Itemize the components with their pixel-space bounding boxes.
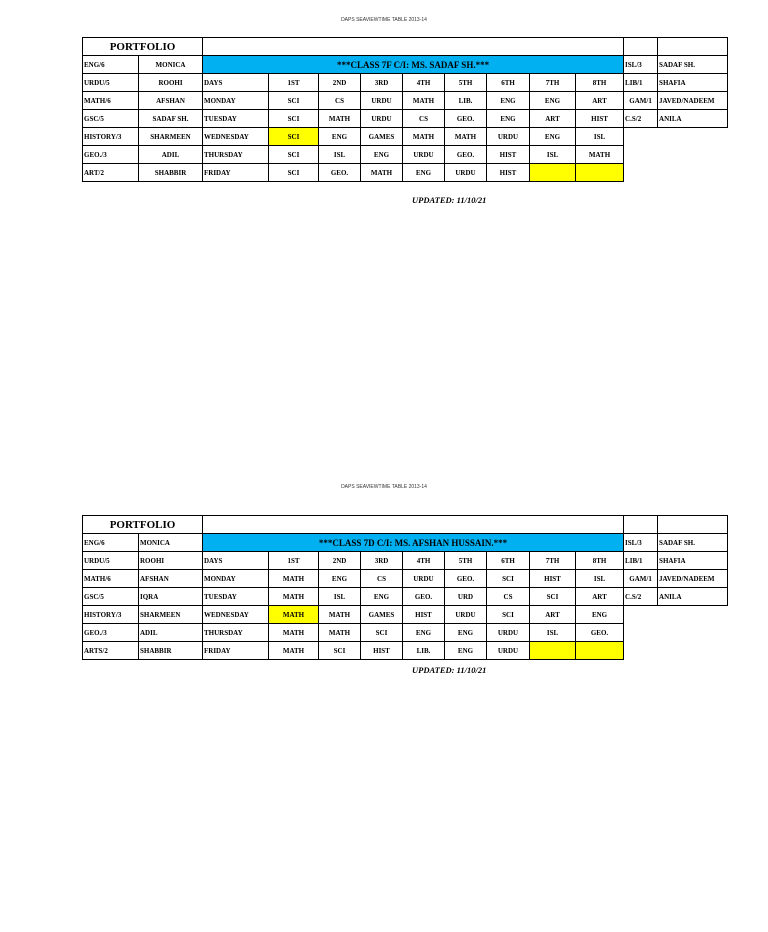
empty-cell bbox=[203, 516, 624, 534]
subject-code: LIB/1 bbox=[624, 552, 658, 570]
subject-code: ARTS/2 bbox=[83, 642, 139, 660]
period-cell: SCI bbox=[269, 146, 319, 164]
period-cell: CS bbox=[403, 110, 445, 128]
period-header: 8TH bbox=[576, 552, 624, 570]
empty-cell bbox=[658, 642, 728, 660]
empty-cell bbox=[658, 516, 728, 534]
teacher-name: JAVED/NADEEM bbox=[658, 570, 728, 588]
subject-code: ENG/6 bbox=[83, 534, 139, 552]
day-name: WEDNESDAY bbox=[203, 128, 269, 146]
subject-code: HISTORY/3 bbox=[83, 606, 139, 624]
timetable-grid bbox=[82, 37, 728, 182]
period-cell: SCI bbox=[319, 642, 361, 660]
period-cell: ENG bbox=[530, 128, 576, 146]
period-header: 2ND bbox=[319, 74, 361, 92]
period-header: 5TH bbox=[445, 74, 487, 92]
table-row bbox=[83, 74, 728, 92]
day-name: THURSDAY bbox=[203, 624, 269, 642]
teacher-name: ADIL bbox=[139, 624, 203, 642]
subject-code: C.S/2 bbox=[624, 110, 658, 128]
teacher-name: SADAF SH. bbox=[658, 56, 728, 74]
period-cell: HIST bbox=[576, 110, 624, 128]
table-row bbox=[83, 534, 728, 552]
empty-cell bbox=[658, 606, 728, 624]
period-cell: MATH bbox=[319, 606, 361, 624]
day-name: FRIDAY bbox=[203, 164, 269, 182]
period-cell: HIST bbox=[403, 606, 445, 624]
teacher-name: MONICA bbox=[139, 534, 203, 552]
period-cell: HIST bbox=[487, 146, 530, 164]
empty-cell bbox=[624, 128, 658, 146]
period-header: 7TH bbox=[530, 74, 576, 92]
period-cell: SCI bbox=[487, 606, 530, 624]
period-cell: ART bbox=[530, 110, 576, 128]
teacher-name: SHARMEEN bbox=[139, 606, 203, 624]
empty-cell bbox=[658, 128, 728, 146]
teacher-name: ANILA bbox=[658, 588, 728, 606]
period-header: 4TH bbox=[403, 74, 445, 92]
period-cell: ART bbox=[530, 606, 576, 624]
subject-code: URDU/5 bbox=[83, 74, 139, 92]
period-cell: ENG bbox=[319, 570, 361, 588]
empty-cell bbox=[658, 146, 728, 164]
subject-code: GAM/1 bbox=[624, 570, 658, 588]
period-header: 3RD bbox=[361, 552, 403, 570]
empty-cell bbox=[624, 146, 658, 164]
empty-cell bbox=[203, 38, 624, 56]
period-cell: GEO. bbox=[445, 110, 487, 128]
period-cell: GAMES bbox=[361, 128, 403, 146]
period-cell: URDU bbox=[403, 570, 445, 588]
period-cell: ENG bbox=[403, 624, 445, 642]
subject-code: GSC/5 bbox=[83, 588, 139, 606]
period-cell: MATH bbox=[269, 588, 319, 606]
days-header: DAYS bbox=[203, 552, 269, 570]
period-cell bbox=[530, 164, 576, 182]
period-cell: GEO. bbox=[319, 164, 361, 182]
document-title: DAPS SEAVIEWTIME TABLE 2013-14 bbox=[341, 484, 427, 490]
table-row bbox=[83, 56, 728, 74]
period-cell: MATH bbox=[269, 642, 319, 660]
period-cell: ISL bbox=[576, 570, 624, 588]
teacher-name: IQRA bbox=[139, 588, 203, 606]
period-header: 3RD bbox=[361, 74, 403, 92]
table-row bbox=[83, 110, 728, 128]
period-cell: ENG bbox=[403, 164, 445, 182]
period-cell: URDU bbox=[445, 164, 487, 182]
period-header: 4TH bbox=[403, 552, 445, 570]
period-header: 2ND bbox=[319, 552, 361, 570]
period-cell: ISL bbox=[530, 624, 576, 642]
timetable-7d bbox=[82, 515, 715, 660]
subject-code: HISTORY/3 bbox=[83, 128, 139, 146]
period-cell: LIB. bbox=[445, 92, 487, 110]
period-cell: ENG bbox=[487, 92, 530, 110]
period-cell: MATH bbox=[269, 606, 319, 624]
period-cell: GEO. bbox=[403, 588, 445, 606]
period-cell: MATH bbox=[269, 570, 319, 588]
period-cell: URDU bbox=[487, 642, 530, 660]
period-cell: GEO. bbox=[445, 146, 487, 164]
period-cell: HIST bbox=[530, 570, 576, 588]
teacher-name: SADAF SH. bbox=[658, 534, 728, 552]
table-row bbox=[83, 588, 728, 606]
subject-code: MATH/6 bbox=[83, 92, 139, 110]
period-cell: URDU bbox=[487, 128, 530, 146]
period-cell: SCI bbox=[269, 92, 319, 110]
teacher-name: SHABBIR bbox=[139, 642, 203, 660]
period-cell: URDU bbox=[445, 606, 487, 624]
empty-cell bbox=[624, 164, 658, 182]
subject-code: GEO./3 bbox=[83, 146, 139, 164]
subject-code: LIB/1 bbox=[624, 74, 658, 92]
table-row bbox=[83, 552, 728, 570]
teacher-name: SADAF SH. bbox=[139, 110, 203, 128]
class-banner: ***CLASS 7F C/I: MS. SADAF SH.*** bbox=[203, 56, 624, 74]
portfolio-label: PORTFOLIO bbox=[83, 38, 203, 56]
teacher-name: AFSHAN bbox=[139, 570, 203, 588]
teacher-name: AFSHAN bbox=[139, 92, 203, 110]
period-cell: URDU bbox=[487, 624, 530, 642]
day-name: MONDAY bbox=[203, 92, 269, 110]
portfolio-row bbox=[83, 516, 728, 534]
subject-code: GSC/5 bbox=[83, 110, 139, 128]
table-row bbox=[83, 624, 728, 642]
period-cell: ENG bbox=[530, 92, 576, 110]
empty-cell bbox=[624, 606, 658, 624]
subject-code: ISL/3 bbox=[624, 534, 658, 552]
teacher-name: ROOHI bbox=[139, 552, 203, 570]
period-cell: SCI bbox=[530, 588, 576, 606]
day-name: THURSDAY bbox=[203, 146, 269, 164]
class-banner: ***CLASS 7D C/I: MS. AFSHAN HUSSAIN.*** bbox=[203, 534, 624, 552]
days-header: DAYS bbox=[203, 74, 269, 92]
period-cell: SCI bbox=[269, 128, 319, 146]
period-cell: ART bbox=[576, 92, 624, 110]
period-cell: LIB. bbox=[403, 642, 445, 660]
timetable-7f bbox=[82, 37, 715, 182]
period-cell: MATH bbox=[403, 92, 445, 110]
period-cell: CS bbox=[361, 570, 403, 588]
subject-code: URDU/5 bbox=[83, 552, 139, 570]
period-cell: SCI bbox=[487, 570, 530, 588]
period-cell: ISL bbox=[530, 146, 576, 164]
period-cell: ENG bbox=[361, 588, 403, 606]
period-cell: ENG bbox=[487, 110, 530, 128]
period-cell: ENG bbox=[576, 606, 624, 624]
period-cell: SCI bbox=[269, 164, 319, 182]
period-cell: URDU bbox=[361, 110, 403, 128]
period-cell bbox=[530, 642, 576, 660]
updated-note: UPDATED: 11/10/21 bbox=[412, 665, 487, 675]
table-row bbox=[83, 570, 728, 588]
empty-cell bbox=[658, 38, 728, 56]
period-cell: ENG bbox=[445, 642, 487, 660]
period-cell: ENG bbox=[361, 146, 403, 164]
period-header: 7TH bbox=[530, 552, 576, 570]
empty-cell bbox=[658, 624, 728, 642]
teacher-name: SHAFIA bbox=[658, 74, 728, 92]
teacher-name: SHABBIR bbox=[139, 164, 203, 182]
period-cell: MATH bbox=[576, 146, 624, 164]
table-row bbox=[83, 128, 728, 146]
teacher-name: ANILA bbox=[658, 110, 728, 128]
period-cell: MATH bbox=[319, 110, 361, 128]
empty-cell bbox=[624, 38, 658, 56]
empty-cell bbox=[624, 516, 658, 534]
period-cell: HIST bbox=[487, 164, 530, 182]
teacher-name: ADIL bbox=[139, 146, 203, 164]
period-cell: ENG bbox=[319, 128, 361, 146]
table-row bbox=[83, 606, 728, 624]
period-header: 6TH bbox=[487, 552, 530, 570]
day-name: FRIDAY bbox=[203, 642, 269, 660]
teacher-name: ROOHI bbox=[139, 74, 203, 92]
teacher-name: JAVED/NADEEM bbox=[658, 92, 728, 110]
day-name: TUESDAY bbox=[203, 110, 269, 128]
teacher-name: SHARMEEN bbox=[139, 128, 203, 146]
subject-code: ISL/3 bbox=[624, 56, 658, 74]
timetable-grid bbox=[82, 515, 728, 660]
period-cell: MATH bbox=[445, 128, 487, 146]
period-header: 8TH bbox=[576, 74, 624, 92]
period-cell: SCI bbox=[269, 110, 319, 128]
period-cell bbox=[576, 642, 624, 660]
subject-code: GAM/1 bbox=[624, 92, 658, 110]
period-cell: MATH bbox=[319, 624, 361, 642]
day-name: MONDAY bbox=[203, 570, 269, 588]
period-cell bbox=[576, 164, 624, 182]
subject-code: ENG/6 bbox=[83, 56, 139, 74]
period-cell: GEO. bbox=[576, 624, 624, 642]
subject-code: ART/2 bbox=[83, 164, 139, 182]
period-header: 1ST bbox=[269, 552, 319, 570]
period-header: 1ST bbox=[269, 74, 319, 92]
portfolio-row bbox=[83, 38, 728, 56]
updated-note: UPDATED: 11/10/21 bbox=[412, 195, 487, 205]
empty-cell bbox=[624, 642, 658, 660]
period-cell: ENG bbox=[445, 624, 487, 642]
period-cell: ISL bbox=[576, 128, 624, 146]
empty-cell bbox=[624, 624, 658, 642]
teacher-name: SHAFIA bbox=[658, 552, 728, 570]
period-cell: URDU bbox=[403, 146, 445, 164]
teacher-name: MONICA bbox=[139, 56, 203, 74]
subject-code: C.S/2 bbox=[624, 588, 658, 606]
period-header: 6TH bbox=[487, 74, 530, 92]
day-name: TUESDAY bbox=[203, 588, 269, 606]
empty-cell bbox=[658, 164, 728, 182]
period-cell: MATH bbox=[403, 128, 445, 146]
period-cell: GAMES bbox=[361, 606, 403, 624]
period-header: 5TH bbox=[445, 552, 487, 570]
table-row bbox=[83, 92, 728, 110]
table-row bbox=[83, 642, 728, 660]
period-cell: ISL bbox=[319, 588, 361, 606]
day-name: WEDNESDAY bbox=[203, 606, 269, 624]
period-cell: URD bbox=[445, 588, 487, 606]
period-cell: HIST bbox=[361, 642, 403, 660]
period-cell: MATH bbox=[269, 624, 319, 642]
period-cell: CS bbox=[487, 588, 530, 606]
period-cell: ISL bbox=[319, 146, 361, 164]
subject-code: MATH/6 bbox=[83, 570, 139, 588]
document-title: DAPS SEAVIEWTIME TABLE 2013-14 bbox=[341, 17, 427, 23]
portfolio-label: PORTFOLIO bbox=[83, 516, 203, 534]
period-cell: MATH bbox=[361, 164, 403, 182]
subject-code: GEO./3 bbox=[83, 624, 139, 642]
period-cell: ART bbox=[576, 588, 624, 606]
table-row bbox=[83, 146, 728, 164]
table-row bbox=[83, 164, 728, 182]
period-cell: URDU bbox=[361, 92, 403, 110]
period-cell: GEO. bbox=[445, 570, 487, 588]
period-cell: CS bbox=[319, 92, 361, 110]
period-cell: SCI bbox=[361, 624, 403, 642]
